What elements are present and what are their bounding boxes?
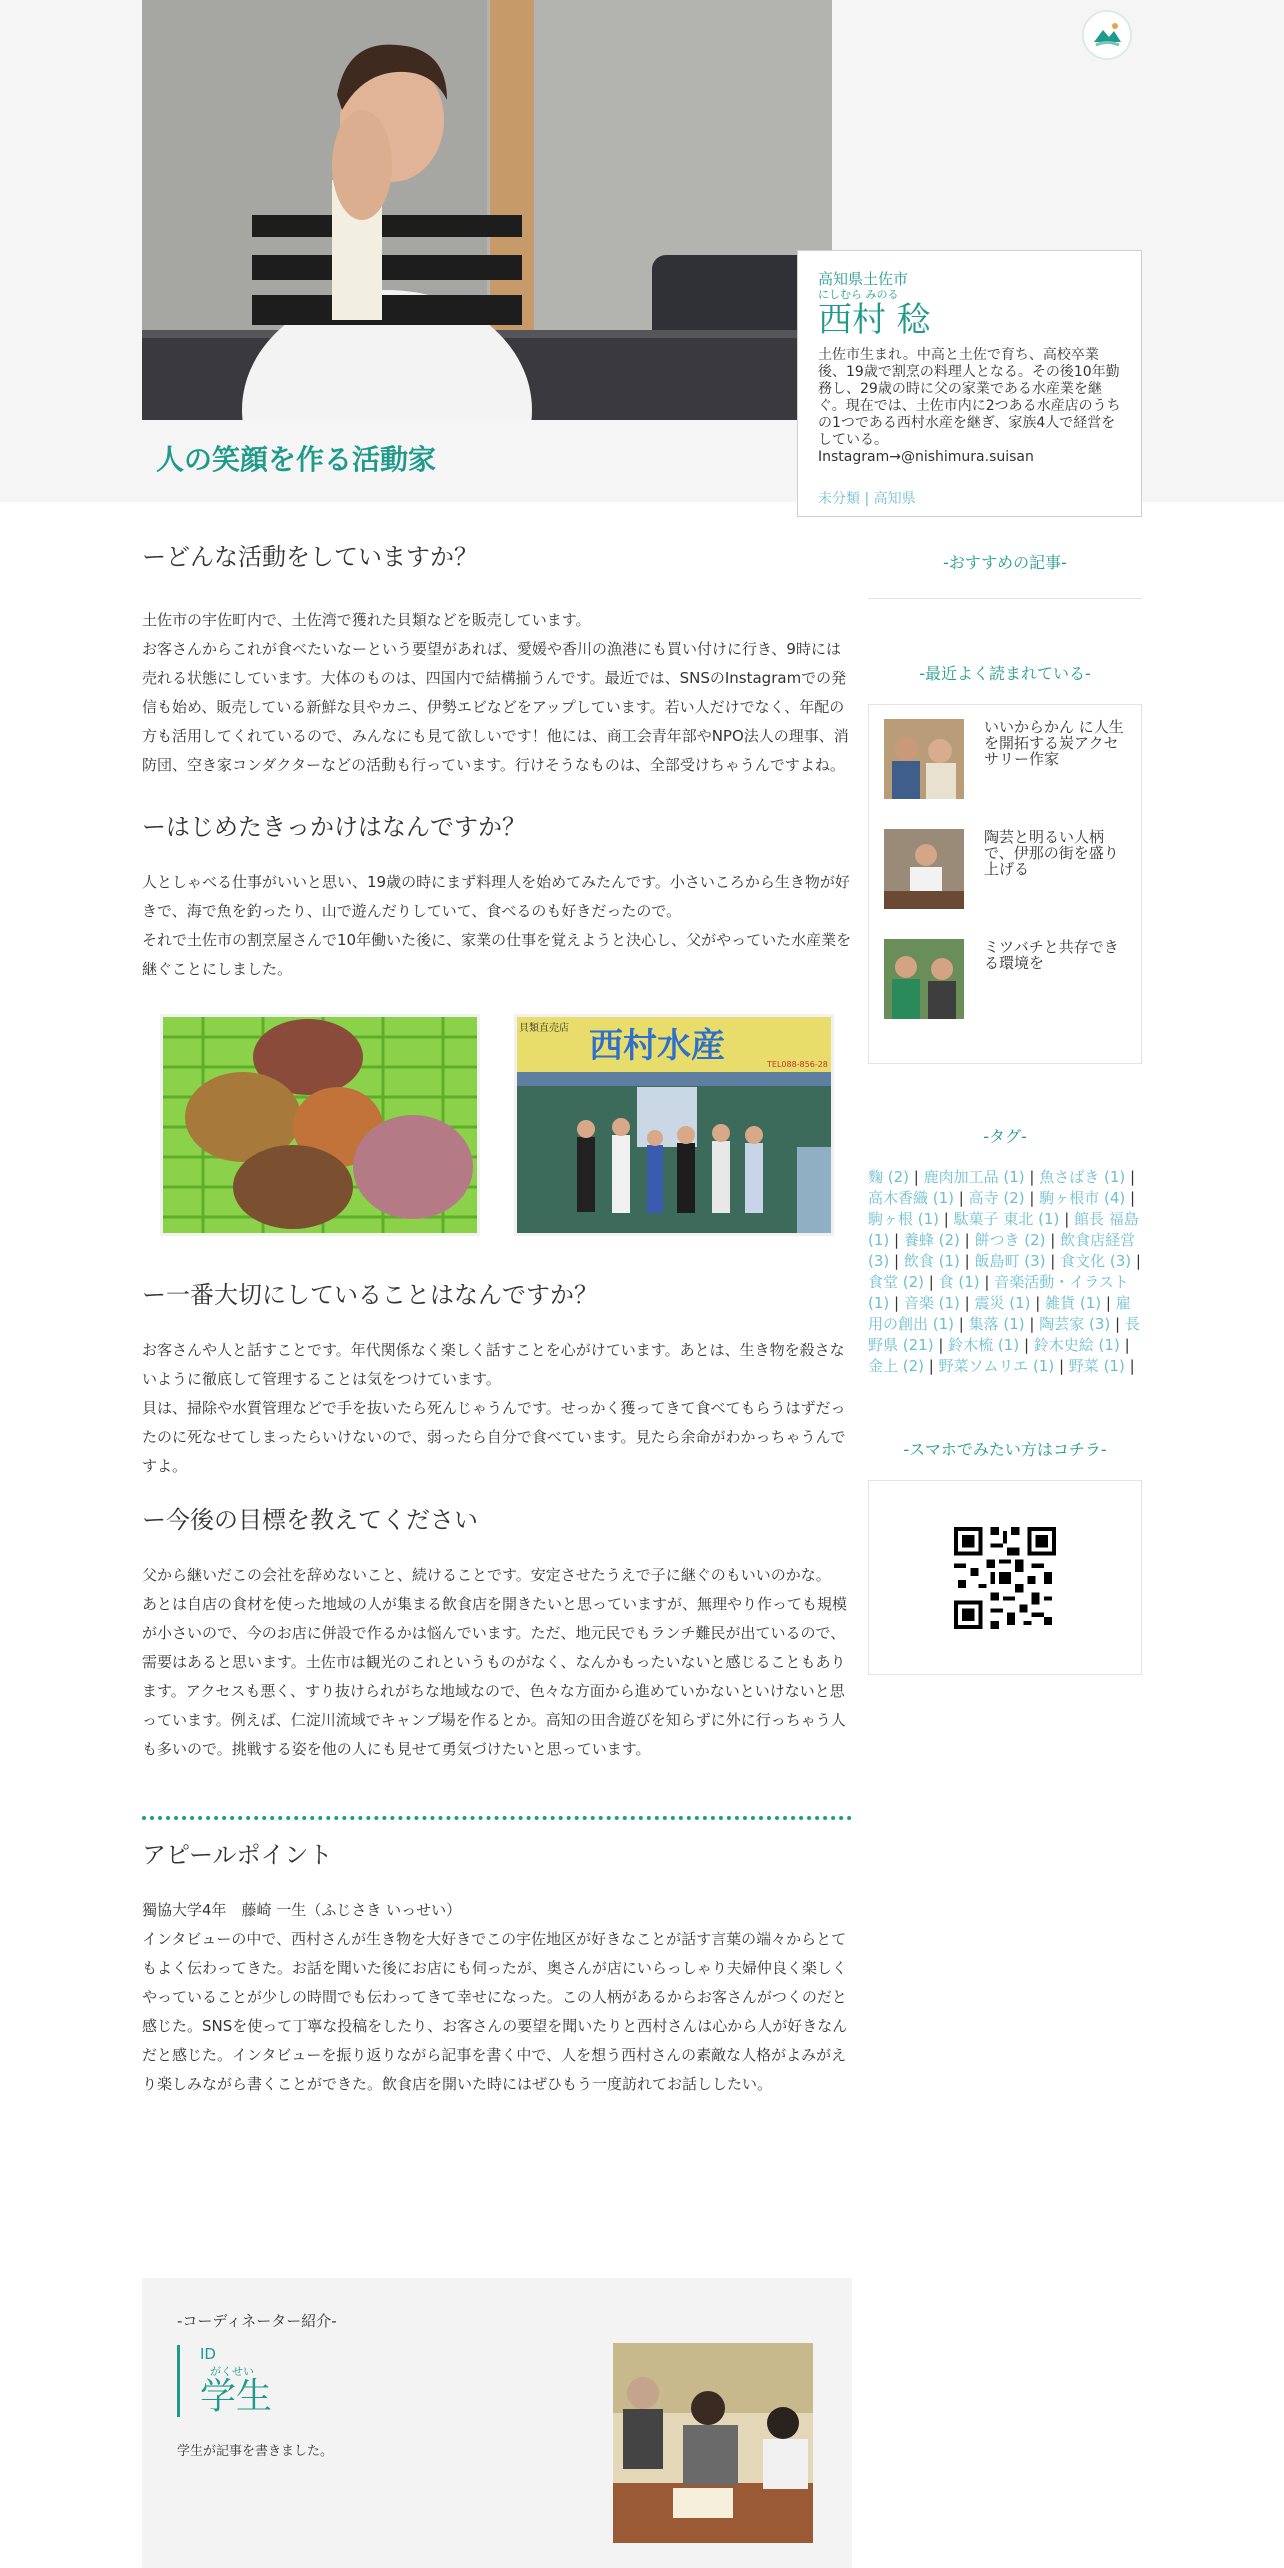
coordinator-id-block (177, 2345, 272, 2417)
tag-link[interactable]: 魚さばき (1) (1039, 1168, 1126, 1186)
tag-link[interactable]: 鹿肉加工品 (1) (923, 1168, 1025, 1186)
tag-separator: | (954, 1315, 969, 1333)
popular-item-title: 陶芸と明るい人柄で、伊那の街を盛り上げる (984, 828, 1119, 878)
tag-separator: | (933, 1336, 949, 1354)
scallops-photo (160, 1014, 480, 1236)
tags-title: -タグ- (983, 1127, 1027, 1146)
tag-link[interactable]: 雑貨 (1) (1045, 1294, 1102, 1312)
paragraph: それで土佐市の割烹屋さんで10年働いた後に、家業の仕事を覚えようと決心し、父がやっていた水産業を継ぐことにしました。 (142, 931, 852, 978)
popular-thumb (884, 939, 964, 1019)
tag-separator: | (959, 1231, 975, 1249)
tag-separator: | (959, 1294, 975, 1312)
appeal-heading: アピールポイント (142, 1841, 333, 1869)
appeal-body: インタビューの中で、西村さんが生き物を大好きでこの宇佐地区が好きなことが話す言葉の端々からとてもよく伝わってきた。お話を聞いた後にお店にも伺ったが、奥さんが店にいらっしゃり夫婦仲良く楽しくやっていることが少しの時間でも伝わってきて幸せになった。この人柄があるからお客さんがつくのだと感じた。SNSを使って丁寧な投稿をしたり、お客さんの要望を聞いたりと西村さんは心から人が好きなんだと感じた。インタビューを振り返りながら記事を書く中で、人を想う西村さんの素敵な人格がよみがえり楽しみながら書くことができた。飲食店を開いた時にはぜひもう一度訪れてお話ししたい。 (142, 1930, 848, 2093)
tag-separator: | (1124, 1357, 1135, 1375)
tag-separator: | (1059, 1210, 1075, 1228)
tag-link[interactable]: 集落 (1) (968, 1315, 1025, 1333)
tag-link[interactable]: 野菜 (1) (1068, 1357, 1125, 1375)
tag-link[interactable]: 音楽 (1) (903, 1294, 960, 1312)
profile-instagram: Instagram→@nishimura.suisan (818, 449, 1034, 465)
profile-card (797, 250, 1142, 517)
paragraph: あとは自店の食材を使った地域の人が集まる飲食店を開きたいと思っていますが、無理やり作っても規模が小さいので、今のお店に併設で作るかは悩んでいます。ただ、地元民でもランチ難民が出ているので、需要はあると思います。土佐市は観光のこれというものがなく、なんかもったいないと感じることもあります。アクセスも悪く、すり抜けられがちな地域なので、色々な方面から進めていかないといけないと思っています。例えば、仁淀川流域でキャンプ場を作るとか。高知の田舎遊びを知らずに外に行っちゃう人も多いので。挑戦する姿を他の人にも見せて勇気づけたいと思っています。 (142, 1595, 848, 1758)
tag-separator: | (939, 1210, 954, 1228)
tag-link[interactable]: 養蜂 (2) (903, 1231, 960, 1249)
tag-link[interactable]: 飲食 (1) (903, 1252, 960, 1270)
tag-separator: | (1019, 1336, 1034, 1354)
coordinator-desc: 学生が記事を書きました。 (177, 2444, 334, 2459)
recommended-title: -おすすめの記事- (943, 553, 1067, 572)
popular-item-title: ミツバチと共存できる環境を (984, 938, 1119, 972)
tag-separator: | (924, 1357, 939, 1375)
tag-link[interactable]: 駄菓子 東北 (1) (953, 1210, 1060, 1228)
tag-separator: | (1131, 1252, 1141, 1270)
coordinator-name: 学生 (200, 2376, 273, 2417)
popular-item[interactable] (884, 829, 1126, 939)
section-activity (142, 540, 852, 780)
profile-bio (818, 347, 1121, 466)
tag-separator: | (954, 1189, 969, 1207)
tag-link[interactable]: 高寺 (2) (968, 1189, 1025, 1207)
paragraph: お客さんや人と話すことです。年代関係なく楽しく話すことを心がけています。あとは、生き物を殺さないように徹底して管理することは気をつけています。 (142, 1341, 845, 1388)
section-goals (142, 1503, 852, 1764)
shop-tel-text: TEL088-856-28 (767, 1060, 828, 1069)
tag-separator: | (909, 1168, 924, 1186)
tag-link[interactable]: 雇用の創出 (1) (868, 1294, 1131, 1333)
mobile-title: -スマホでみたい方はコチラ- (903, 1440, 1107, 1459)
coordinator-box (142, 2278, 852, 2568)
tag-link[interactable]: 駒ヶ根市 (4) (1039, 1189, 1126, 1207)
section-important (142, 1278, 852, 1481)
paragraph: 人としゃべる仕事がいいと思い、19歳の時にまず料理人を始めてみたんです。小さいころから生き物が好きで、海で魚を釣ったり、山で遊んだりしていて、食べるのも好きだったので。 (142, 873, 850, 920)
tag-separator: | (889, 1294, 904, 1312)
tag-link[interactable]: 食堂 (2) (868, 1273, 925, 1291)
tag-link[interactable]: 餅つき (2) (974, 1231, 1046, 1249)
qr-code-box (868, 1480, 1142, 1675)
figure-row (142, 1014, 852, 1236)
tag-separator: | (1054, 1357, 1069, 1375)
tag-link[interactable]: 高木香織 (1) (868, 1189, 955, 1207)
coordinator-photo (613, 2343, 813, 2543)
paragraph: 土佐市の宇佐町内で、土佐湾で獲れた貝類などを販売しています。 (142, 611, 591, 629)
sidebar (868, 540, 1142, 1675)
tag-separator: | (1101, 1294, 1116, 1312)
tag-separator: | (1045, 1231, 1061, 1249)
popular-item[interactable] (884, 939, 1126, 1049)
tag-link[interactable]: 駒ヶ根 (1) (868, 1210, 940, 1228)
qr-code-icon[interactable] (954, 1527, 1056, 1629)
site-logo[interactable] (1082, 10, 1132, 60)
paragraph: お客さんからこれが食べたいなーという要望があれば、愛媛や香川の漁港にも買い付けに行き、9時には売れる状態にしています。大体のものは、四国内で結構揃うんです。最近では、SNSのInstagramでの発信も始め、販売している新鮮な貝やカニ、伊勢エビなどをアップしています。若い人だけでなく、年配の方も活用してくれているので、みんなにも見て欲しいです！他には、商工会青年部やNPO法人の理事、消防団、空き家コンダクターなどの活動も行っています。行けそうなものは、全部受けちゃうんですよね。 (142, 640, 849, 774)
tag-separator: | (924, 1273, 939, 1291)
tag-link[interactable]: 館長 福島 (1) (868, 1210, 1139, 1249)
coordinator-id: ID (200, 2345, 216, 2363)
tag-cloud (868, 1167, 1142, 1377)
tag-link[interactable]: 麴 (2) (868, 1168, 910, 1186)
tag-separator: | (1110, 1315, 1125, 1333)
tag-separator: | (1030, 1294, 1046, 1312)
tag-separator: | (1024, 1189, 1040, 1207)
popular-item[interactable] (884, 719, 1126, 829)
hero-tagline: 人の笑顔を作る活動家 (156, 443, 437, 476)
paragraph: 父から継いだこの会社を辞めないこと、続けることです。安定させたうえで子に継ぐのもいいのかな。 (142, 1566, 831, 1584)
tag-link[interactable]: 野菜ソムリエ (1) (938, 1357, 1055, 1375)
tag-link[interactable]: 飲食店経営 (3) (868, 1231, 1136, 1270)
tag-link[interactable]: 金上 (2) (868, 1357, 925, 1375)
section-trigger (142, 810, 852, 984)
profile-meta (818, 488, 1121, 508)
tag-link[interactable]: 鈴木梳 (1) (948, 1336, 1020, 1354)
popular-item-title: いいからかん に人生を開拓する炭アクセサリー作家 (984, 718, 1124, 768)
tag-separator: | (1125, 1168, 1136, 1186)
popular-thumb (884, 719, 964, 799)
meta-separator: | (860, 491, 874, 507)
tag-separator: | (889, 1252, 904, 1270)
coordinator-label: -コーディネーター紹介- (177, 2312, 337, 2330)
popular-list (868, 704, 1142, 1064)
appeal-author: 獨協大学4年 藤崎 一生（ふじさき いっせい） (142, 1901, 462, 1919)
profile-name-ruby: にしむら みのる (818, 288, 899, 301)
popular-thumb (884, 829, 964, 909)
section-heading: ー一番大切にしていることはなんですか？ (142, 1281, 598, 1309)
tag-separator: | (889, 1231, 904, 1249)
recommended-divider (868, 598, 1142, 599)
profile-area: 高知県土佐市 (818, 270, 909, 288)
tag-separator: | (979, 1273, 995, 1291)
tag-link[interactable]: 音楽活動・イラスト (1) (868, 1273, 1129, 1312)
profile-bio-text: 土佐市生まれ。中高と土佐で育ち、高校卒業後、19歳で割烹の料理人となる。その後10年勤務し、29歳の時に父の家業である水産業を継ぐ。現在では、土佐市内に2つある水産店のうちの1つである西村水産を継ぎ、家族4人で経営をしている。 (818, 347, 1121, 448)
section-heading: ーはじめたきっかけはなんですか？ (142, 813, 526, 841)
appeal-section (142, 1838, 852, 2099)
tag-separator: | (1045, 1252, 1061, 1270)
tag-link[interactable]: 陶芸家 (3) (1039, 1315, 1111, 1333)
region-link[interactable]: 高知県 (873, 491, 916, 507)
section-heading: ーどんな活動をしていますか？ (142, 543, 478, 571)
coordinator-ruby: がくせい (210, 2365, 254, 2378)
popular-title: -最近よく読まれている- (919, 664, 1091, 683)
section-heading: ー今後の目標を教えてください (142, 1506, 478, 1534)
tag-link[interactable]: 食文化 (3) (1060, 1252, 1132, 1270)
appeal-divider (142, 1816, 852, 1820)
tag-separator: | (959, 1252, 975, 1270)
tag-link[interactable]: 飯島町 (3) (974, 1252, 1046, 1270)
tag-separator: | (1125, 1189, 1136, 1207)
tag-separator: | (1024, 1315, 1040, 1333)
interviewee-photo (142, 0, 832, 420)
shop-sign-small-text: 貝類直売店 (519, 1023, 569, 1034)
shop-sign-text: 西村水産 (589, 1026, 725, 1066)
tag-separator: | (1024, 1168, 1040, 1186)
tag-link[interactable]: 鈴木史絵 (1) (1033, 1336, 1120, 1354)
category-link[interactable]: 未分類 (818, 491, 860, 507)
tag-link[interactable]: 食 (1) (938, 1273, 980, 1291)
shop-front-photo (514, 1014, 834, 1236)
paragraph: 貝は、掃除や水質管理などで手を抜いたら死んじゃうんです。せっかく獲ってきて食べてもらうはずだったのに死なせてしまったらいけないので、弱ったら自分で食べています。見たら余命がわかっちゃうんですよ。 (142, 1399, 846, 1475)
tag-link[interactable]: 長野県 (21) (868, 1315, 1140, 1354)
mountain-logo-icon (1084, 12, 1130, 58)
profile-name: 西村 稔 (818, 300, 931, 340)
tag-link[interactable]: 震災 (1) (974, 1294, 1031, 1312)
article-body (142, 540, 852, 2099)
tag-separator: | (1119, 1336, 1130, 1354)
